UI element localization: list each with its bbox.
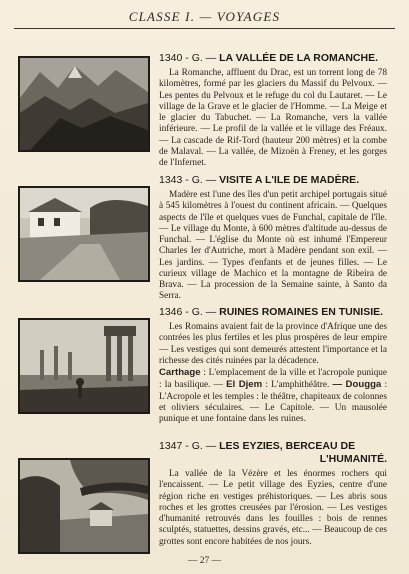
entry-body: La vallée de la Vézère et les énormes rochers qui l'encaissent. — Le petit village des Eyzies, centre d'une région riche en vestiges préhistoriques. — Les abris sous roches et les grottes creusées par l'érosion. — Les vestiges d'humanité retrouvés dans les fouilles : bois de rennes sculptés, statuettes, dessins gravés, etc... — Beaucoup de ces grottes sont encore habitées de nos jours. — [159, 469, 387, 547]
entry-number: 1343 - G. — — [159, 174, 217, 186]
site-text-dougga: : L'Acropole et les temples : le théâtre, chapiteaux de colonnes et oliviers séculaires. — Le Capitole. — Un mausolée punique et une fontaine dans les ruines. — [159, 380, 388, 424]
entry-body — [159, 322, 387, 425]
site-label-carthage: Carthage — [159, 367, 201, 378]
entry-title-text: RUINES ROMAINES EN TUNISIE. — [219, 306, 384, 318]
site-text-djem: : L'amphithéâtre. — [265, 380, 330, 391]
entry-body-sites — [159, 367, 387, 425]
entry-number: 1347 - G. — — [159, 440, 217, 452]
cliff-village-image — [20, 460, 148, 552]
header-title: CLASSE I. — VOYAGES — [128, 9, 281, 24]
entry-title — [159, 52, 387, 65]
entry-title — [159, 306, 387, 319]
page-header — [14, 6, 395, 29]
entry-number: 1340 - G. — — [159, 52, 217, 64]
photo-tunisie — [18, 318, 150, 414]
page-number: — 27 — — [187, 556, 222, 566]
entry-title — [159, 174, 387, 187]
entry-title-text: LA VALLÉE DE LA ROMANCHE. — [219, 52, 378, 64]
photo-eyzies — [18, 458, 150, 554]
mountain-valley-image — [20, 58, 148, 150]
village-street-image — [20, 188, 148, 280]
entry-body: Madère est l'une des îles d'un petit archipel portugais situé à 545 kilomètres à l'ouest du continent africain. — Quelques aspects de l'île et quelques vues de Funchal, capitale de l'île. — Le village du Monte, à 600 mètres d'altitude au-dessus de Funchal. — L'église du Monte où est inhumé l'Empereur Charles Ier d'Autriche, mort à Madère pendant son exil. — Les jardins. — Types d'enfants et de jeunes filles. — Le curieux village de Machico et la montagne de Ribeira de Brava. — La procession de la Semaine sainte, à Santo da Serra. — [159, 190, 387, 302]
photo-romanche — [18, 56, 150, 152]
photo-madere — [18, 186, 150, 282]
site-label-dougga: — Dougga — [332, 379, 382, 391]
site-label-djem: El Djem — [226, 379, 263, 391]
entry-title-text: VISITE A L'ILE DE MADÈRE. — [219, 174, 360, 186]
site-text-carthage: : L'emplacement de la ville et l'acropole punique : la basilique. — — [159, 368, 387, 391]
entry-title-text-line2: L'HUMANITÉ. — [319, 453, 387, 465]
entry-body-intro: Les Romains avaient fait de la province d'Afrique une des contrées les plus fertiles et les plus prospères de leur empire — Les vestiges qui sont demeurés attestent l'importance et la richesse des cités ruinées par la décadence. — [159, 322, 387, 366]
roman-ruins-image — [20, 320, 148, 412]
entry-title — [159, 440, 387, 466]
entry-body: La Romanche, affluent du Drac, est un torrent long de 78 kilomètres, formé par les glaciers du Massif du Pelvoux. — Les pentes du Pelvoux et le refuge du col du Lautaret. — Le village de la Grave et le glacier de l'Homme. — La Meige et le glacier du Tabuchet. — La Romanche, vers la vallée inférieure. — Le profil de la vallée et le village des Fréaux. — La cascade de Rif-Tord (hauteur 200 mètres) et la combe de Malaval. — La vallée, de Mizoën à Freney, et les gorges de l'Infernet. — [159, 68, 387, 168]
entry-title-text: LES EYZIES, BERCEAU DE — [219, 440, 356, 452]
entry-number: 1346 - G. — — [159, 306, 217, 318]
